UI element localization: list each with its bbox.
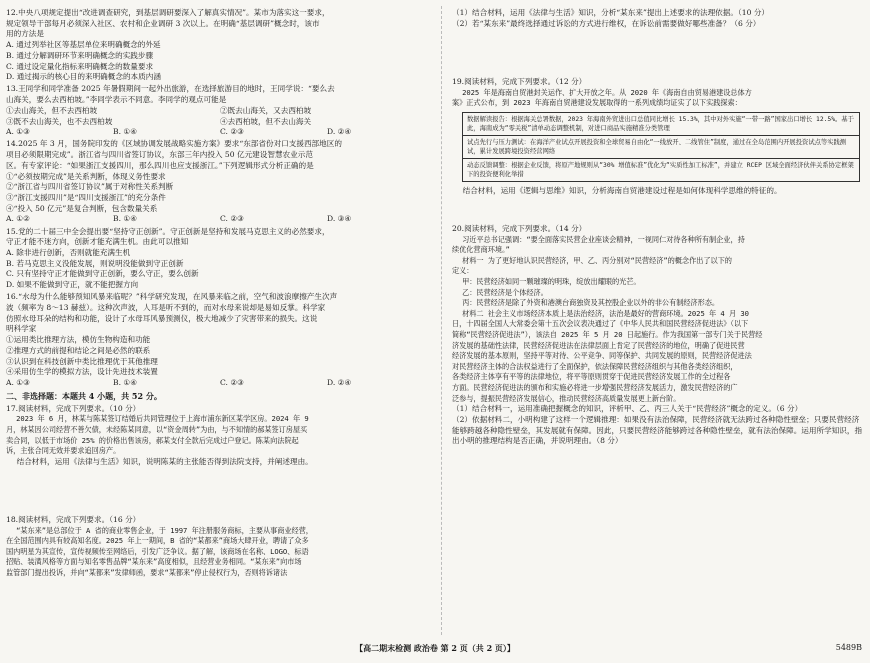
choice-row: A. ①③ B. ①④ C. ②③ D. ②④ bbox=[6, 127, 352, 137]
question-19: 19.阅读材料，完成下列要求。（12 分） 2025 年是海南自贸港封关运作、扩大开放之年。从 2020 年《海南自由贸易港建设总体方 案》正式公布，到 2023 年海南自贸港建设发展取得的一系列成绩均证实了以下实践探索： 数据解读报告：根据海关总署数据，2023 年海南外贸进出口总值同比增长 15.3%，其中对外实施“一带一路”国家出口增长 12.5%。基于此，海南成为“零关税”清单动态调整机制，对进口商品实施精准分类管理 试点先行与压力测试：在海洋产业试点开展投资和全球贸易自由化“一线放开、二线管住”制度，通过在全岛范围内开展投资试点等实践测试，累计发展跨境投资经营网络 动态反馈调整：根据企业反馈，将原产地规则从“30% 增值标准”优化为“实质性加工标准”，并建立 RCEP 区域全面经济伙伴关系协定框架下的投资便利化举措 结合材料，运用《逻辑与思维》知识，分析海南自贸港建设过程是如何体现科学思维的特征的。 bbox=[452, 77, 864, 197]
right-column bbox=[452, 8, 864, 449]
item-list: ③既不去山海关，也不去西柏坡 ④去西柏坡，但不去山海关 bbox=[6, 116, 312, 126]
footer-title: 【高二期末检测 政治卷 第 2 页（共 2 页）】 bbox=[355, 643, 515, 653]
question-14: 14.2025 年 3 月，国务院印发的《区域协调发展战略实施方案》要求“东部省份对口支援西部地区的 项目必须限期完成”。浙江省与四川省签订协议，东部三年内投入 50 亿元建设智慧农业示范 区。有专家评论：“如果浙江支援四川，那么四川也应支援浙江。”下列逻辑形式分析正确的是 ①“必须按期完成”是关系判断，体现义务性要求 ②“浙江省与四川省签订协议”属于对称性关系判断 ③“浙江支援四川”是“四川支援浙江”的充分条件 ④“投入 50 亿元”是复合判断，包含数量关系 A. ①② B. ①④ C. ②③ D. ③④ bbox=[6, 139, 434, 225]
question-17: 17.阅读材料，完成下列要求。（10 分） 2023 年 6 月，林某与陈某签订结婚后共同管理位于上海市浦东新区某学区房。2024 年 9 月，林某因公司经营不善欠债，未经陈某同意，以“资金周转”为由，与不知情的郝某签订房屋买 卖合同，以低于市场价 25% 的价格出售该房，郝某支付全款后完成过户登记。陈某向法院起 诉，主张合同无效并要求追回房产。 结合材料，运用《法律与生活》知识，说明陈某的主张能否得到法院支持，并阐述理由。 bbox=[6, 404, 434, 468]
section-heading: 二、非选择题：本题共 4 小题，共 52 分。 bbox=[6, 390, 162, 401]
option-c: C. 只有坚持守正才能做到守正创新，要么守正，要么创新 bbox=[6, 269, 199, 279]
question-task: （1）结合材料一，运用准确把握概念的知识，评析甲、乙、丙三人关于“民营经济”概念的定义。（6 分） bbox=[452, 404, 803, 414]
column-divider bbox=[441, 6, 442, 635]
left-column bbox=[6, 8, 434, 580]
question-12: 12.中央八项规定提出“改进调查研究，到基层调研要深入了解真实情况”。某市为落实这一要求， 规定领导干部每月必须深入社区、农村和企业调研 3 次以上。在明确“基层调研”概念时，该市 用的方法是 A. 通过列举社区等基层单位来明确概念的外延 B. 通过分解调研环节来明确概念的实践步骤 C. 通过设定量化指标来明确概念的数量要求 D. 通过揭示的核心目的来明确概念的本质内涵 bbox=[6, 8, 434, 83]
question-13: 13.王同学和同学准备 2025 年暑假期间一起外出旅游，在选择旅游目的地时，王同学说：“要么去 山海关，要么去西柏坡。”李同学表示不同意。李同学的观点可能是 ①去山海关，但不去西柏坡 ②既去山海关，又去西柏坡 ③既不去山海关，也不去西柏坡 ④去西柏坡，但不去山海关 A. ①③ B. ①④ C. ②③ D. ②④ bbox=[6, 84, 434, 138]
option-b: B. 若马克思主义没能发展，则说明没能做到守正创新 bbox=[6, 258, 184, 268]
answer-space bbox=[452, 31, 864, 77]
answer-space bbox=[452, 198, 864, 224]
table-row: 动态反馈调整：根据企业反馈，将原产地规则从“30% 增值标准”优化为“实质性加工标准”，并建立 RCEP 区域全面经济伙伴关系协定框架下的投资便利化举措 bbox=[467, 161, 854, 178]
question-heading: 20.阅读材料，完成下列要求。（14 分） bbox=[452, 224, 587, 233]
option-a: A. 除非进行创新，否则就能充满生机 bbox=[6, 247, 131, 257]
question-heading: 19.阅读材料，完成下列要求。（12 分） bbox=[452, 76, 587, 86]
question-20: 20.阅读材料，完成下列要求。（14 分） 习近平总书记强调：“要全面落实民营企业座谈会精神，一视同仁对待各种所有制企业，持 续优化营商环境。” 材料一 为了更好地认识民营经济，甲、乙、丙分别对“民营经济”的概念作出了以下的 定义： 甲：民营经济如同一颗璀璨的明珠，绽放出耀眼的光芒。 乙：民营经济是个体经济。 丙：民营经济是除了外资和港澳台商独资及其控股企业以外的非公有制经济形态。 材料二 社会主义市场经济本质上是法治经济，法治是最好的营商环境。2025 年 4 月 30 日，十四届全国人大常委会第十五次会议表决通过了《中华人民共和国民营经济促进法》（以下 简称“民营经济促进法”），该法自 2025 年 5 月 20 日起施行。作为我国第一部专门关于民营经 济发展的基础性法律，民营经济促进法在法律层面上肯定了民营经济的地位，明确了促进民营 经济发展的基本原则，坚持平等对待、公平竞争、同等保护、共同发展的原则，民营经济促进法 对民营经济主体的合法权益进行了全面保护，依法保障民营经济组织与其他各类经济组织， 各类经济主体享有平等的法律地位，将平等原则贯穿于促进民营经济发展工作的全过程各 方面。民营经济促进法的颁布和实施必将进一步增强民营经济发展活力，激发民营经济的广 泛参与，提振民营经济发展信心，推动民营经济高质量发展更上新台阶。 （1）结合材料一，运用准确把握概念的知识，评析甲、乙、丙三人关于“民营经济”概念的定义。（6 分） （2）依据材料二，小明构建了这样一个逻辑推理：如果没有法治保障，民营经济就无法跨过各种隐性壁垒；只要民营经济能够跨越各种隐性壁垒，其发展就有保障。因此，只要民营经济能够跨过各种隐性壁垒，就有法治保障。运用所学知识，指出小明的推理结构是否正确，并说明理由。（8 分） bbox=[452, 224, 863, 446]
option-d: D. 如果不能做到守正，就不能把握方向 bbox=[6, 280, 139, 290]
page-footer bbox=[0, 643, 870, 657]
choice-row: A. ①② B. ①④ C. ②③ D. ③④ bbox=[6, 214, 352, 224]
item-list: ①去山海关，但不去西柏坡 ②既去山海关，又去西柏坡 bbox=[6, 105, 312, 115]
question-heading: 18.阅读材料，完成下列要求。（16 分） bbox=[6, 514, 141, 524]
question-heading: 17.阅读材料，完成下列要求。（10 分） bbox=[6, 403, 141, 413]
question-16: 16.“水母为什么能够预知风暴来临呢？”科学研究发现，在风暴来临之前，空气和波浪摩擦产生次声 波（频率为 8～13 赫兹）。这种次声波，人耳是听不到的，而对水母来说却是易如反掌。科学家 仿照水母耳朵的结构和功能，设计了水母耳风暴预测仪，极大地减少了灾害带来的损失。这说 明科学家 ①运用类比推理方法，模仿生物构造和功能 ②推理方式的前提和结论之间是必然的联系 ③认识到在科技创新中类比推理优于其他推理 ④采用仿生学的模拟方法，设计先进技术装置 A. ①③ B. ①④ C. ②③ D. ②④ bbox=[6, 292, 434, 388]
paper-code: 5489B bbox=[835, 643, 862, 652]
question-task: 结合材料，运用《逻辑与思维》知识，分析海南自贸港建设过程是如何体现科学思维的特征的。 bbox=[462, 185, 782, 195]
question-task: 结合材料，运用《法律与生活》知识，说明陈某的主张能否得到法院支持，并阐述理由。 bbox=[16, 456, 313, 466]
option-d: D. 通过揭示的核心目的来明确概念的本质内涵 bbox=[6, 72, 161, 82]
answer-space bbox=[6, 469, 434, 515]
question-task: （2）依据材料二，小明构建了这样一个逻辑推理：如果没有法治保障，民营经济就无法跨过各种隐性壁垒；只要民营经济能够跨越各种隐性壁垒，其发展就有保障。因此，只要民营经济能够跨过各种隐性壁垒，就有法治保障。运用所学知识，指出小明的推理结构是否正确，并说明理由。（8 分） bbox=[452, 414, 863, 446]
option-b: B. 通过分解调研环节来明确概念的实践步骤 bbox=[6, 50, 154, 60]
table-row: 数据解读报告：根据海关总署数据，2023 年海南外贸进出口总值同比增长 15.3%，其中对外实施“一带一路”国家出口增长 12.5%。基于此，海南成为“零关税”清单动态调整机制，对进口商品实施精准分类管理 bbox=[463, 113, 859, 136]
question-18-continued: （1）结合材料，运用《法律与生活》知识，分析“某东来”提出上述要求的法理依据。（10 分） （2）若“某东来”最终选择通过诉讼的方式进行维权，在诉讼前需要做好哪些准备？（6 分） bbox=[452, 8, 770, 28]
choice-row: A. ①③ B. ①④ C. ②③ D. ②④ bbox=[6, 377, 352, 387]
option-a: A. 通过列举社区等基层单位来明确概念的外延 bbox=[6, 40, 161, 50]
info-table bbox=[462, 112, 860, 182]
table-row: 试点先行与压力测试：在海洋产业试点开展投资和全球贸易自由化“一线放开、二线管住”制度，通过在全岛范围内开展投资试点等实践测试，累计发展跨境投资经营网络 bbox=[463, 136, 859, 159]
question-15: 15.党的二十届三中全会提出要“坚持守正创新”。守正创新是坚持和发展马克思主义的必然要求， 守正才能不迷方向，创新才能充满生机。由此可以推知 A. 除非进行创新，否则就能充满生机 B. 若马克思主义没能发展，则说明没能做到守正创新 C. 只有坚持守正才能做到守正创新，要么守正，要么创新 D. 如果不能做到守正，就不能把握方向 bbox=[6, 227, 434, 291]
question-18: 18.阅读材料，完成下列要求。（16 分） “某东来”是总部位于 A 省的商业零售企业，于 1997 年注册服务商标，主要从事商业经营， 在全国范围内具有较高知名度。2025 年上一期间，B 省的“某都来”商场大肆开业，聘请了众多 国内明星为其宣传，宣传视频传至网络后，引发广泛争议。据了解，该商场在名称、LOGO、标语 招贴、装潢风格等方面与知名零售品牌“某东来”高度相似，且经营业务相同。“某东来”向市场 监管部门提出投诉，并向“某都来”发律师函，要求“某都来”停止侵权行为，否则将诉诸法 bbox=[6, 515, 434, 579]
option-c: C. 通过设定量化指标来明确概念的数量要求 bbox=[6, 61, 154, 71]
